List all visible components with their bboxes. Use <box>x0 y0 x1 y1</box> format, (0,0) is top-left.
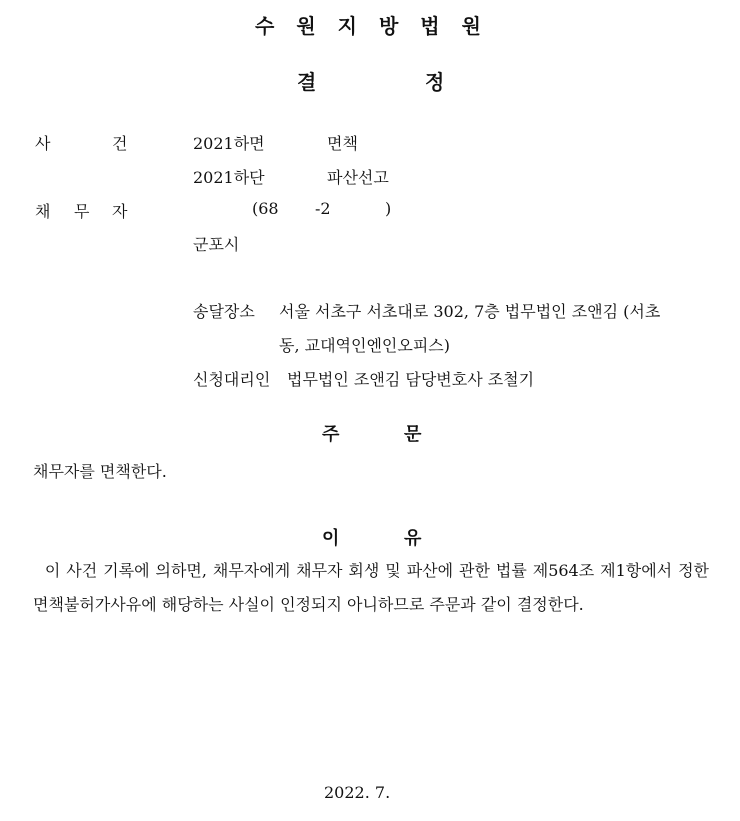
doc-type-right: 정 <box>425 70 445 94</box>
debtor-id-close: ) <box>385 199 392 218</box>
court-name: 수원지방법원 <box>255 14 503 38</box>
debtor-id-open: (68 <box>252 199 279 218</box>
debtor-address: 군포시 <box>193 235 240 254</box>
debtor-label-1: 채 <box>35 202 51 221</box>
reason-text: 이 사건 기록에 의하면, 채무자에게 채무자 회생 및 파산에 관한 법률 제564조 제1항에서 정한 면책불허가사유에 해당하는 사실이 인정되지 아니하므로 주문과 같이 결정한다. <box>33 561 715 614</box>
decision-date: 2022. 7. <box>324 783 391 802</box>
case-label-left: 사 <box>35 134 51 153</box>
case-label-right: 건 <box>112 134 128 153</box>
agent-value: 법무법인 조앤김 담당변호사 조철기 <box>287 370 535 389</box>
order-heading-left: 주 <box>322 424 340 445</box>
case-number-2: 2021하단 <box>193 168 265 187</box>
case-name-2: 파산선고 <box>327 168 389 187</box>
delivery-line-2: 동, 교대역인엔인오피스) <box>279 336 450 355</box>
agent-label: 신청대리인 <box>193 370 271 389</box>
delivery-label: 송달장소 <box>193 302 255 321</box>
order-text: 채무자를 면책한다. <box>33 462 167 481</box>
case-number-1: 2021하면 <box>193 134 265 153</box>
delivery-line-1: 서울 서초구 서초대로 302, 7층 법무법인 조앤김 (서초 <box>279 302 661 321</box>
debtor-label-2: 무 <box>74 202 90 221</box>
order-heading-right: 문 <box>404 424 422 445</box>
reason-heading-left: 이 <box>322 528 340 549</box>
reason-heading-right: 유 <box>404 528 422 549</box>
debtor-id-mid: -2 <box>315 199 331 218</box>
debtor-label-3: 자 <box>112 202 128 221</box>
case-name-1: 면책 <box>327 134 358 153</box>
doc-type-left: 결 <box>297 70 317 94</box>
